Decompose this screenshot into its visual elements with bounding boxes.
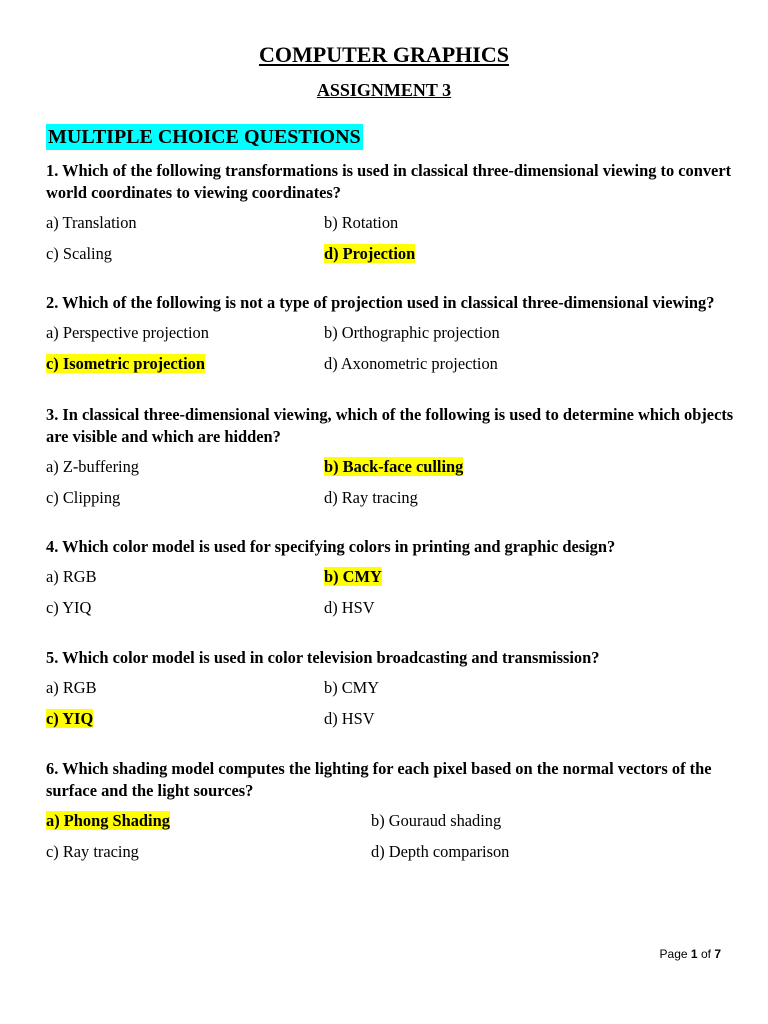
question-text: 2. Which of the following is not a type of projection used in classical three-dimensional viewing? — [46, 293, 715, 312]
question-text: 6. Which shading model computes the lighting for each pixel based on the normal vectors of the surface and the light sources? — [46, 759, 712, 800]
option-a: a) Perspective projection — [46, 323, 209, 342]
option-a: a) Translation — [46, 213, 137, 232]
question-text: 5. Which color model is used in color television broadcasting and transmission? — [46, 648, 600, 667]
option-a-correct-answer: a) Phong Shading — [46, 811, 170, 830]
question-text: 3. In classical three-dimensional viewing, which of the following is used to determine which objects are visible and which are hidden? — [46, 405, 734, 446]
option-c: c) YIQ — [46, 598, 92, 617]
option-grid — [46, 322, 736, 375]
option-d: d) Depth comparison — [371, 842, 510, 861]
option-c-correct-answer: c) Isometric projection — [46, 354, 205, 373]
page-number — [660, 947, 721, 961]
option-a: a) Z-buffering — [46, 457, 139, 476]
question-text: 4. Which color model is used for specifying colors in printing and graphic design? — [46, 537, 616, 556]
assignment-subtitle: ASSIGNMENT 3 — [316, 80, 452, 100]
option-b: b) Orthographic projection — [324, 323, 500, 342]
option-c: c) Clipping — [46, 488, 121, 507]
page-current: 1 — [690, 947, 698, 961]
page-total: 7 — [714, 947, 721, 961]
option-b-correct-answer: b) Back-face culling — [324, 457, 464, 476]
document-title: COMPUTER GRAPHICS — [259, 42, 509, 67]
option-d: d) Ray tracing — [324, 488, 418, 507]
option-grid — [46, 456, 736, 509]
option-b: b) Gouraud shading — [371, 811, 502, 830]
question-list — [46, 160, 736, 863]
question-3 — [46, 404, 736, 509]
option-b: b) CMY — [324, 678, 380, 697]
option-d: d) Axonometric projection — [324, 354, 498, 373]
option-c: c) Scaling — [46, 244, 112, 263]
option-d-correct-answer: d) Projection — [324, 244, 416, 263]
question-1 — [46, 160, 736, 265]
option-a: a) RGB — [46, 567, 97, 586]
question-4 — [46, 536, 736, 619]
option-c: c) Ray tracing — [46, 842, 139, 861]
option-grid — [46, 566, 736, 619]
question-6 — [46, 758, 736, 863]
page-label: Page — [659, 947, 688, 961]
option-grid — [46, 677, 736, 730]
option-grid — [46, 810, 736, 863]
option-grid — [46, 212, 736, 265]
option-b: b) Rotation — [324, 213, 399, 232]
option-b-correct-answer: b) CMY — [324, 567, 382, 586]
question-5 — [46, 647, 736, 730]
option-c-correct-answer: c) YIQ — [46, 709, 94, 728]
page-of: of — [700, 947, 711, 961]
question-2 — [46, 292, 736, 375]
option-d: d) HSV — [324, 709, 375, 728]
option-d: d) HSV — [324, 598, 375, 617]
question-text: 1. Which of the following transformations is used in classical three-dimensional viewing to convert world coordinates to viewing coordinates? — [46, 161, 732, 202]
option-a: a) RGB — [46, 678, 97, 697]
section-heading: MULTIPLE CHOICE QUESTIONS — [48, 126, 361, 148]
